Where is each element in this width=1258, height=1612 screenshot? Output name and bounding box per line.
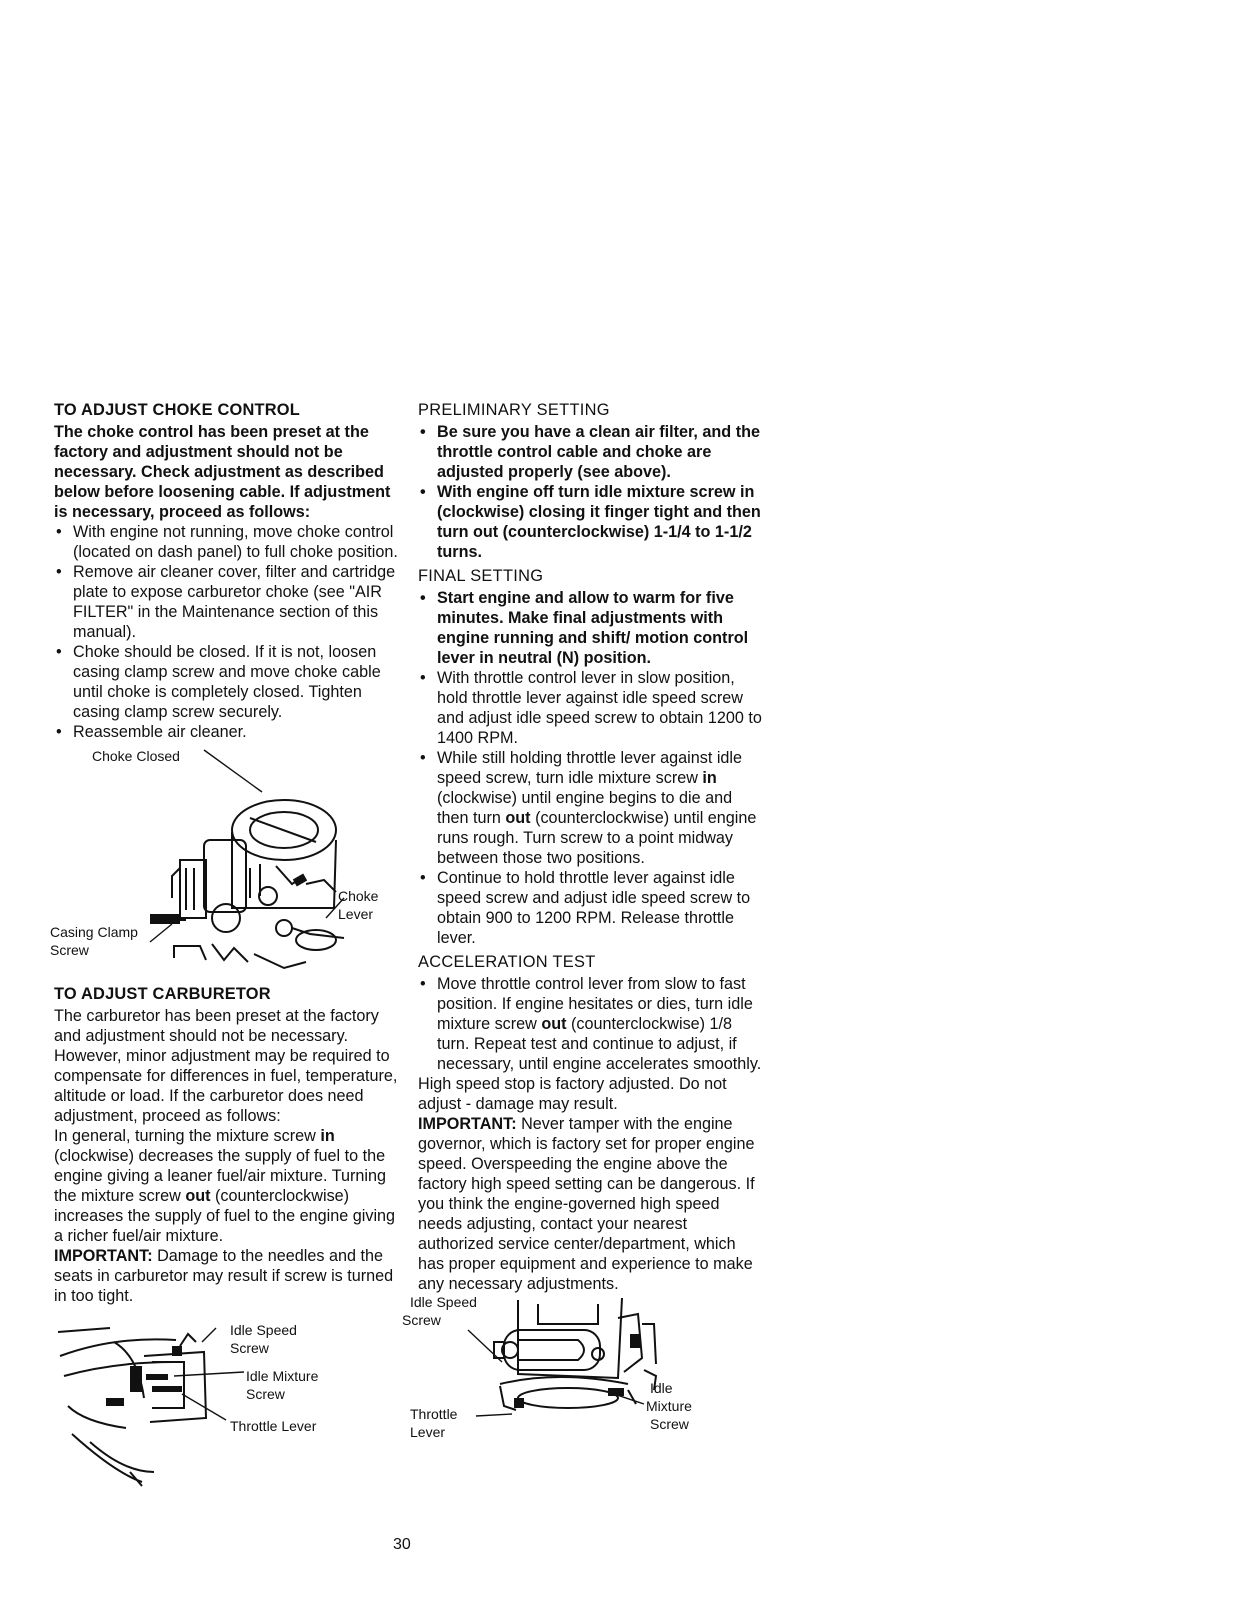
choke-figure [50,748,399,980]
right-column [402,400,763,1442]
choke-intro: The choke control has been preset at the factory and adjustment should not be necessary. Check adjustment as described below before loosening cable. If adjustment is necessary, proceed as follows: [54,423,391,521]
high-speed-note: High speed stop is factory adjusted. Do not adjust - damage may result. [418,1075,727,1113]
carburetor-illustration [54,1322,399,1492]
preliminary-heading: PRELIMINARY SETTING [418,401,610,419]
throttle-lever-label-1: Throttle [410,1406,458,1422]
choke-closed-label: Choke Closed [92,748,180,764]
throttle-lever-label-2: Lever [410,1424,446,1440]
governor-important: IMPORTANT: Never tamper with the engine governor, which is factory set for proper engine speed. Overspeeding the engine above the factory high speed setting can be dangerous. If you think the engine-governed high speed needs adjusting, contact your nearest authorized service center/department, which has proper equipment and experience to make any necessary adjustments. [418,1115,755,1293]
page-number: 30 [393,1536,411,1553]
choke-carburetor-illustration [54,748,399,980]
left-column [50,400,399,1492]
carburetor-general: In general, turning the mixture screw in (clockwise) decreases the supply of fuel to the engine giving a leaner fuel/air mixture. Turning the mixture screw out (counterclockwise) increases the supply of fuel to the engine giving a richer fuel/air mixture. [54,1127,396,1245]
idle-mixture-label-2: Screw [246,1386,285,1402]
list-item: • Reassemble air cleaner. [54,722,399,742]
idle-speed-screw-label-2: Screw [402,1312,441,1328]
preliminary-steps [418,422,763,562]
list-item: • Move throttle control lever from slow to fast position. If engine hesitates or dies, turn idle mixture screw out (counterclockwise) 1/8 turn. Repeat test and continue to adjust, if necessary, until engine accelerates smoothly. [418,974,763,1074]
final-steps [418,588,763,948]
list-item: • Be sure you have a clean air filter, and the throttle control cable and choke are adjusted properly (see above). [418,422,763,482]
carburetor-important: IMPORTANT: Damage to the needles and the seats in carburetor may result if screw is turned in too tight. [54,1247,394,1305]
carburetor-figure [54,1322,399,1492]
choke-steps [54,522,399,742]
list-item: • With engine not running, move choke control (located on dash panel) to full choke position. [54,522,399,562]
idle-mixture-screw-label-2: Mixture [646,1398,692,1414]
casing-clamp-label-1: Casing Clamp [50,924,138,940]
carburetor-intro: The carburetor has been preset at the factory and adjustment should not be necessary. However, minor adjustment may be required to compensate for differences in fuel, temperature, altitude or load. If the carburetor does need adjustment, proceed as follows: [54,1007,398,1125]
idle-speed-label-1: Idle Speed [230,1322,297,1338]
list-item: • Choke should be closed. If it is not, loosen casing clamp screw and move choke cable until choke is completely closed. Tighten casing clamp screw securely. [54,642,399,722]
list-item: • Remove air cleaner cover, filter and cartridge plate to expose carburetor choke (see "AIR FILTER" in the Maintenance section of this manual). [54,562,399,642]
idle-speed-screw-label-1: Idle Speed [410,1294,477,1310]
idle-mixture-label-1: Idle Mixture [246,1368,319,1384]
acceleration-heading: ACCELERATION TEST [418,953,596,971]
list-item: • Start engine and allow to warm for five minutes. Make final adjustments with engine running and shift/ motion control lever in neutral (N) position. [418,588,763,668]
idle-mixture-screw-label-1: Idle [650,1380,673,1396]
casing-clamp-label-2: Screw [50,942,89,958]
idle-carburetor-illustration [418,1294,763,1442]
carburetor-heading: TO ADJUST CARBURETOR [54,985,271,1003]
idle-speed-label-2: Screw [230,1340,269,1356]
choke-heading: TO ADJUST CHOKE CONTROL [54,401,300,419]
choke-lever-label-1: Choke [338,888,379,904]
throttle-lever-label: Throttle Lever [230,1418,317,1434]
acceleration-steps [418,974,763,1074]
list-item: • With throttle control lever in slow position, hold throttle lever against idle speed screw and adjust idle speed screw to obtain 1200 to 1400 RPM. [418,668,763,748]
idle-mixture-screw-label-3: Screw [650,1416,689,1432]
list-item: • With engine off turn idle mixture screw in (clockwise) closing it finger tight and then turn out (counterclockwise) 1-1/4 to 1-1/2 turns. [418,482,763,562]
choke-lever-label-2: Lever [338,906,374,922]
idle-adjust-figure [402,1294,763,1442]
final-heading: FINAL SETTING [418,567,544,585]
list-item: • Continue to hold throttle lever against idle speed screw and adjust idle speed screw to obtain 900 to 1200 RPM. Release throttle lever. [418,868,763,948]
list-item: • While still holding throttle lever against idle speed screw, turn idle mixture screw in (clockwise) until engine begins to die and then turn out (counterclockwise) until engine runs rough. Turn screw to a point midway between those two positions. [418,748,763,868]
